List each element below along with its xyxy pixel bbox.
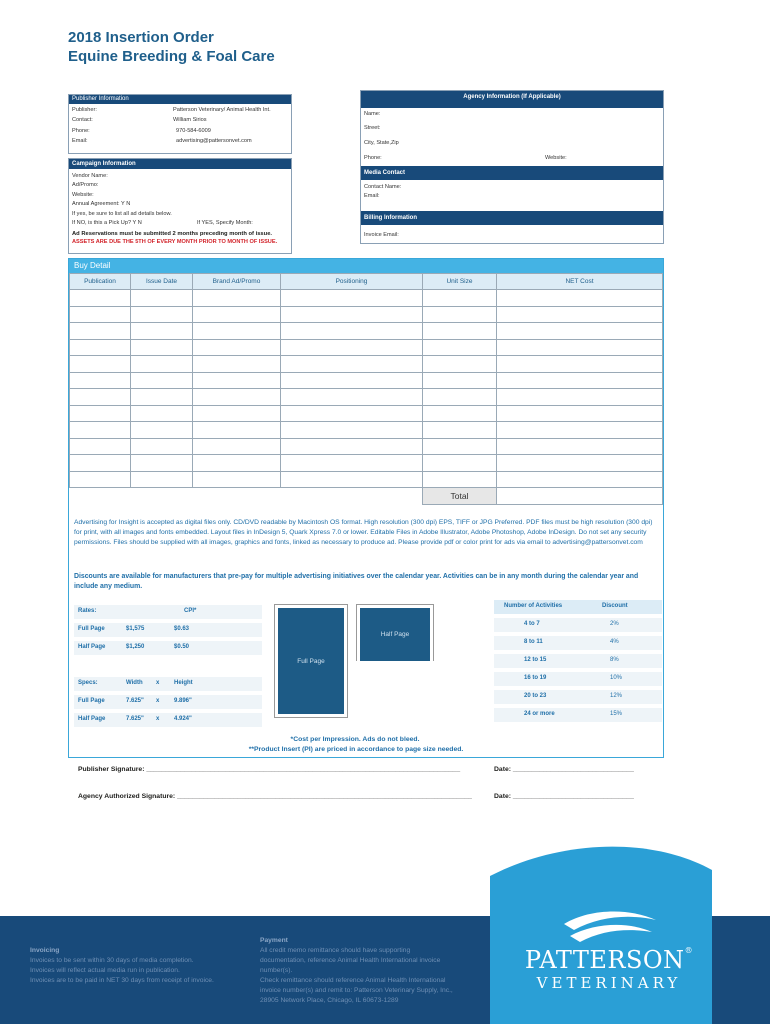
buy-detail-cell[interactable] bbox=[423, 339, 497, 356]
rate-row-cpi: $0.63 bbox=[174, 626, 190, 632]
buy-detail-cell[interactable] bbox=[281, 471, 423, 488]
buy-detail-cell[interactable] bbox=[193, 290, 281, 307]
media-contact-header: Media Contact bbox=[361, 166, 663, 180]
buy-detail-cell[interactable] bbox=[281, 323, 423, 340]
buy-detail-cell[interactable] bbox=[70, 356, 131, 373]
campaign-info-box bbox=[68, 158, 292, 254]
publisher-info-header: Publisher Information bbox=[69, 95, 291, 104]
activities-header: Number of Activities bbox=[504, 603, 563, 609]
discount-header-row bbox=[494, 600, 662, 614]
buy-detail-cell[interactable] bbox=[193, 306, 281, 323]
buy-detail-cell[interactable] bbox=[70, 323, 131, 340]
buy-detail-cell[interactable] bbox=[497, 422, 663, 439]
discount-percent: 12% bbox=[610, 693, 623, 699]
buy-detail-cell[interactable] bbox=[131, 438, 193, 455]
buy-detail-cell[interactable] bbox=[193, 438, 281, 455]
buy-detail-cell[interactable] bbox=[497, 372, 663, 389]
buy-detail-cell[interactable] bbox=[70, 372, 131, 389]
discount-percent: 15% bbox=[610, 711, 623, 717]
buy-detail-cell[interactable] bbox=[70, 438, 131, 455]
spec-row-label: Half Page bbox=[78, 716, 106, 722]
discount-activities: 8 to 11 bbox=[524, 639, 543, 645]
invoicing-line: Invoices will reflect actual media run in publication. bbox=[30, 967, 180, 974]
buy-detail-cell[interactable] bbox=[497, 339, 663, 356]
col-publication: Publication bbox=[70, 274, 131, 290]
billing-info-header: Billing Information bbox=[361, 211, 663, 225]
rate-row-price: $1,250 bbox=[126, 644, 145, 650]
buy-detail-cell[interactable] bbox=[281, 306, 423, 323]
discount-row bbox=[494, 672, 662, 686]
buy-detail-cell[interactable] bbox=[193, 455, 281, 472]
discount-activities: 4 to 7 bbox=[524, 621, 540, 627]
buy-detail-cell[interactable] bbox=[193, 339, 281, 356]
payment-title: Payment bbox=[260, 937, 288, 944]
specs-paragraph: Advertising for Insight is accepted as digital files only. CD/DVD readable by Macintosh OS format. High resolution (300 dpi) EPS, TIFF or JPG Preferred. PDF files must be high resolution (300 dpi) for print, with all images and fonts embedded. Layout files in InDesign 5, Quark Xpress 7.0 or lower. Editable Files in Adobe Illustrator, Adobe Photoshop, Adobe InDesign. Do not set any security permissions. Files should be supplied with all images, graphics and fonts, linked as necessary to produce ad. Please provide pdf or color print for ads via email to advertising@pattersonvet.com bbox=[74, 519, 653, 546]
spec-row-height: 9.896" bbox=[174, 698, 192, 704]
buy-detail-cell[interactable] bbox=[423, 389, 497, 406]
discount-percent: 10% bbox=[610, 675, 623, 681]
agency-city-field[interactable]: City, State,Zip bbox=[364, 140, 399, 146]
buy-detail-cell[interactable] bbox=[70, 405, 131, 422]
patterson-logo-text bbox=[514, 946, 704, 974]
buy-detail-row bbox=[70, 339, 663, 356]
buy-detail-cell[interactable] bbox=[423, 306, 497, 323]
buy-detail-cell[interactable] bbox=[281, 356, 423, 373]
buy-detail-cell[interactable] bbox=[281, 290, 423, 307]
publisher-value: Patterson Veterinary/ Animal Health Int. bbox=[173, 107, 271, 113]
spec-row-width: 7.625" bbox=[126, 698, 144, 704]
list-note: If yes, be sure to list all ad details below. bbox=[72, 211, 172, 217]
buy-detail-row bbox=[70, 306, 663, 323]
buy-detail-cell[interactable] bbox=[497, 389, 663, 406]
discount-row bbox=[494, 654, 662, 668]
adpromo-field[interactable]: Ad/Promo: bbox=[72, 182, 99, 188]
half-page-ad-block bbox=[360, 608, 430, 661]
buy-detail-row bbox=[70, 389, 663, 406]
buy-detail-row bbox=[70, 405, 663, 422]
buy-detail-cell[interactable] bbox=[131, 339, 193, 356]
pi-note: **Product Insert (PI) are priced in accordance to page size needed. bbox=[248, 746, 464, 753]
specs-header-label: Specs: bbox=[78, 680, 98, 686]
spec-row-x: x bbox=[156, 716, 160, 722]
discount-header: Discount bbox=[602, 603, 628, 609]
agency-info-box bbox=[360, 90, 664, 244]
buy-detail-cell[interactable] bbox=[131, 389, 193, 406]
cpi-header-label: CPI* bbox=[184, 608, 197, 614]
col-unit-size: Unit Size bbox=[423, 274, 497, 290]
buy-detail-cell[interactable] bbox=[131, 290, 193, 307]
half-page-diagram-label: Half Page bbox=[380, 631, 410, 638]
title-line-1: 2018 Insertion Order bbox=[68, 29, 214, 46]
media-contact-email-field[interactable]: Email: bbox=[364, 193, 380, 199]
payment-block bbox=[260, 936, 453, 1006]
discount-row bbox=[494, 636, 662, 650]
patterson-logo-mark bbox=[560, 906, 660, 948]
publisher-label: Publisher: bbox=[72, 107, 97, 113]
payment-line: documentation, reference Animal Health International invoice bbox=[260, 957, 441, 964]
buy-detail-cell[interactable] bbox=[193, 389, 281, 406]
agency-street-field[interactable]: Street: bbox=[364, 125, 381, 131]
page-title bbox=[68, 28, 275, 66]
buy-detail-cell[interactable] bbox=[131, 356, 193, 373]
logo-line-1: PATTERSON bbox=[524, 946, 685, 974]
rate-row-price: $1,575 bbox=[126, 626, 145, 632]
contact-value: William Sirios bbox=[173, 117, 207, 123]
buy-detail-cell[interactable] bbox=[131, 323, 193, 340]
buy-detail-row bbox=[70, 372, 663, 389]
spec-row-label: Full Page bbox=[78, 698, 105, 704]
spec-row-x: x bbox=[156, 698, 160, 704]
website-field[interactable]: Website: bbox=[72, 192, 94, 198]
col-positioning: Positioning bbox=[281, 274, 423, 290]
payment-line: Check remittance should reference Animal Health International bbox=[260, 977, 446, 984]
buy-detail-cell[interactable] bbox=[131, 455, 193, 472]
phone-value: 970-584-6009 bbox=[176, 128, 211, 134]
payment-line: number(s). bbox=[260, 967, 293, 974]
buy-detail-cell[interactable] bbox=[497, 323, 663, 340]
specify-month-field[interactable]: If YES, Specify Month: bbox=[197, 220, 253, 226]
rate-row-cpi: $0.50 bbox=[174, 644, 190, 650]
buy-detail-cell[interactable] bbox=[497, 405, 663, 422]
invoicing-line: Invoices to be sent within 30 days of media completion. bbox=[30, 957, 194, 964]
rate-row-label: Full Page bbox=[78, 626, 105, 632]
buy-detail-cell[interactable] bbox=[423, 290, 497, 307]
buy-detail-cell[interactable] bbox=[497, 306, 663, 323]
buy-detail-cell[interactable] bbox=[497, 455, 663, 472]
discount-percent: 2% bbox=[610, 621, 619, 627]
buy-detail-cell[interactable] bbox=[281, 339, 423, 356]
half-page-diagram bbox=[356, 604, 434, 661]
buy-detail-row bbox=[70, 438, 663, 455]
payment-line: All credit memo remittance should have supporting bbox=[260, 947, 411, 954]
buy-detail-row bbox=[70, 422, 663, 439]
agency-info-header: Agency Information (If Applicable) bbox=[361, 91, 663, 108]
col-brand-ad-promo: Brand Ad/Promo bbox=[193, 274, 281, 290]
buy-detail-cell[interactable] bbox=[281, 438, 423, 455]
rate-row-full-page bbox=[74, 622, 262, 637]
col-net-cost: NET Cost bbox=[497, 274, 663, 290]
total-value-cell[interactable] bbox=[497, 488, 663, 505]
total-row bbox=[70, 488, 663, 505]
buy-detail-cell[interactable] bbox=[423, 455, 497, 472]
buy-detail-cell[interactable] bbox=[497, 471, 663, 488]
buy-detail-cell[interactable] bbox=[423, 422, 497, 439]
buy-detail-cell[interactable] bbox=[193, 323, 281, 340]
invoicing-line: Invoices are to be paid in NET 30 days from receipt of invoice. bbox=[30, 977, 214, 984]
buy-detail-cell[interactable] bbox=[70, 306, 131, 323]
spec-row-half-page bbox=[74, 712, 262, 727]
buy-detail-cell[interactable] bbox=[131, 405, 193, 422]
agency-signature-line[interactable]: Agency Authorized Signature: ______________________________________________________________________________ bbox=[78, 793, 472, 800]
discount-activities: 12 to 15 bbox=[524, 657, 547, 663]
publisher-signature-line[interactable]: Publisher Signature: ___________________________________________________________________________________ bbox=[78, 766, 461, 773]
invoice-email-field[interactable]: Invoice Email: bbox=[364, 232, 399, 238]
buy-detail-cell[interactable] bbox=[131, 372, 193, 389]
buy-detail-cell[interactable] bbox=[497, 438, 663, 455]
buy-detail-cell[interactable] bbox=[70, 290, 131, 307]
buy-detail-cell[interactable] bbox=[281, 372, 423, 389]
phone-label: Phone: bbox=[72, 128, 90, 134]
contact-label: Contact: bbox=[72, 117, 93, 123]
veterinary-logo-text: VETERINARY bbox=[536, 974, 682, 992]
spec-row-full-page bbox=[74, 694, 262, 709]
buy-detail-cell[interactable] bbox=[70, 339, 131, 356]
buy-detail-cell[interactable] bbox=[70, 471, 131, 488]
buy-detail-cell[interactable] bbox=[193, 372, 281, 389]
buy-detail-cell[interactable] bbox=[423, 356, 497, 373]
buy-detail-cell[interactable] bbox=[497, 290, 663, 307]
buy-detail-table bbox=[69, 273, 663, 505]
buy-detail-header-row bbox=[70, 274, 663, 290]
buy-detail-row bbox=[70, 356, 663, 373]
annual-agreement-field[interactable]: Annual Agreement: Y N bbox=[72, 201, 131, 207]
discount-row bbox=[494, 690, 662, 704]
vendor-field[interactable]: Vendor Name: bbox=[72, 173, 108, 179]
buy-detail-cell[interactable] bbox=[423, 438, 497, 455]
title-line-2: Equine Breeding & Foal Care bbox=[68, 48, 275, 65]
buy-detail-cell[interactable] bbox=[423, 323, 497, 340]
discount-activities: 16 to 19 bbox=[524, 675, 547, 681]
payment-line: 28905 Network Place, Chicago, IL 60673-1289 bbox=[260, 997, 399, 1004]
height-header-label: Height bbox=[174, 680, 193, 686]
full-page-ad-block bbox=[278, 608, 344, 714]
invoicing-block bbox=[30, 946, 214, 986]
discount-activities: 24 or more bbox=[524, 711, 555, 717]
agency-website-field[interactable]: Website: bbox=[545, 155, 567, 161]
total-label: Total bbox=[423, 488, 497, 505]
cpi-note: *Cost per Impression. Ads do not bleed. bbox=[290, 736, 420, 743]
buy-detail-cell[interactable] bbox=[497, 356, 663, 373]
email-label: Email: bbox=[72, 138, 88, 144]
buy-detail-cell[interactable] bbox=[70, 455, 131, 472]
rates-header-label: Rates: bbox=[78, 608, 97, 614]
buy-detail-cell[interactable] bbox=[70, 389, 131, 406]
x-header-label: x bbox=[156, 680, 160, 686]
specs-header-row bbox=[74, 676, 262, 691]
buy-detail-cell[interactable] bbox=[131, 471, 193, 488]
col-issue-date: Issue Date bbox=[131, 274, 193, 290]
full-page-diagram-label: Full Page bbox=[297, 657, 325, 665]
discount-activities: 20 to 23 bbox=[524, 693, 547, 699]
invoicing-title: Invoicing bbox=[30, 947, 60, 954]
email-value: advertising@pattersonvet.com bbox=[176, 138, 252, 144]
buy-detail-cell[interactable] bbox=[131, 306, 193, 323]
buy-detail-row bbox=[70, 455, 663, 472]
rates-header-row bbox=[74, 604, 262, 619]
buy-detail-cell[interactable] bbox=[70, 422, 131, 439]
reservation-note: Ad Reservations must be submitted 2 months preceding month of issue. bbox=[72, 231, 273, 237]
full-page-diagram bbox=[274, 604, 348, 718]
discount-percent: 4% bbox=[610, 639, 619, 645]
buy-detail-cell[interactable] bbox=[281, 455, 423, 472]
buy-detail-cell[interactable] bbox=[193, 422, 281, 439]
buy-detail-cell[interactable] bbox=[131, 422, 193, 439]
buy-detail-row bbox=[70, 323, 663, 340]
buy-detail-header: Buy Detail bbox=[69, 259, 663, 273]
discount-percent: 8% bbox=[610, 657, 619, 663]
buy-detail-cell[interactable] bbox=[423, 372, 497, 389]
buy-detail-cell[interactable] bbox=[193, 356, 281, 373]
discount-row bbox=[494, 618, 662, 632]
buy-detail-cell[interactable] bbox=[423, 471, 497, 488]
rate-row-label: Half Page bbox=[78, 644, 106, 650]
discount-row bbox=[494, 708, 662, 722]
campaign-info-header: Campaign Information bbox=[69, 159, 291, 169]
agency-name-field[interactable]: Name: bbox=[364, 111, 381, 117]
buy-detail-cell[interactable] bbox=[281, 389, 423, 406]
agency-phone-field[interactable]: Phone: bbox=[364, 155, 382, 161]
buy-detail-cell[interactable] bbox=[281, 422, 423, 439]
buy-detail-row bbox=[70, 471, 663, 488]
pickup-field[interactable]: If NO, is this a Pick Up? Y N bbox=[72, 220, 142, 226]
spec-row-width: 7.625" bbox=[126, 716, 144, 722]
buy-detail-cell[interactable] bbox=[423, 405, 497, 422]
width-header-label: Width bbox=[126, 680, 143, 686]
payment-line: invoice number(s) and remit to: Patterson Veterinary Supply, Inc., bbox=[260, 987, 453, 994]
assets-due-note: ASSETS ARE DUE THE 5TH OF EVERY MONTH PRIOR TO MONTH OF ISSUE. bbox=[72, 239, 278, 245]
buy-detail-cell[interactable] bbox=[281, 405, 423, 422]
agency-date-line[interactable]: Date: ________________________________ bbox=[494, 793, 634, 800]
publisher-date-line[interactable]: Date: ________________________________ bbox=[494, 766, 634, 773]
spec-row-height: 4.924" bbox=[174, 716, 192, 722]
rate-row-half-page bbox=[74, 640, 262, 655]
buy-detail-cell[interactable] bbox=[193, 471, 281, 488]
media-contact-name-field[interactable]: Contact Name: bbox=[364, 184, 402, 190]
discount-paragraph: Discounts are available for manufacturers that pre-pay for multiple advertising initiatives over the calendar year. Activities can be in any month during the calendar year and include any medium. bbox=[74, 573, 639, 590]
logo-registered: ® bbox=[684, 946, 694, 955]
buy-detail-row bbox=[70, 290, 663, 307]
publisher-info-box bbox=[68, 94, 292, 154]
buy-detail-cell[interactable] bbox=[193, 405, 281, 422]
